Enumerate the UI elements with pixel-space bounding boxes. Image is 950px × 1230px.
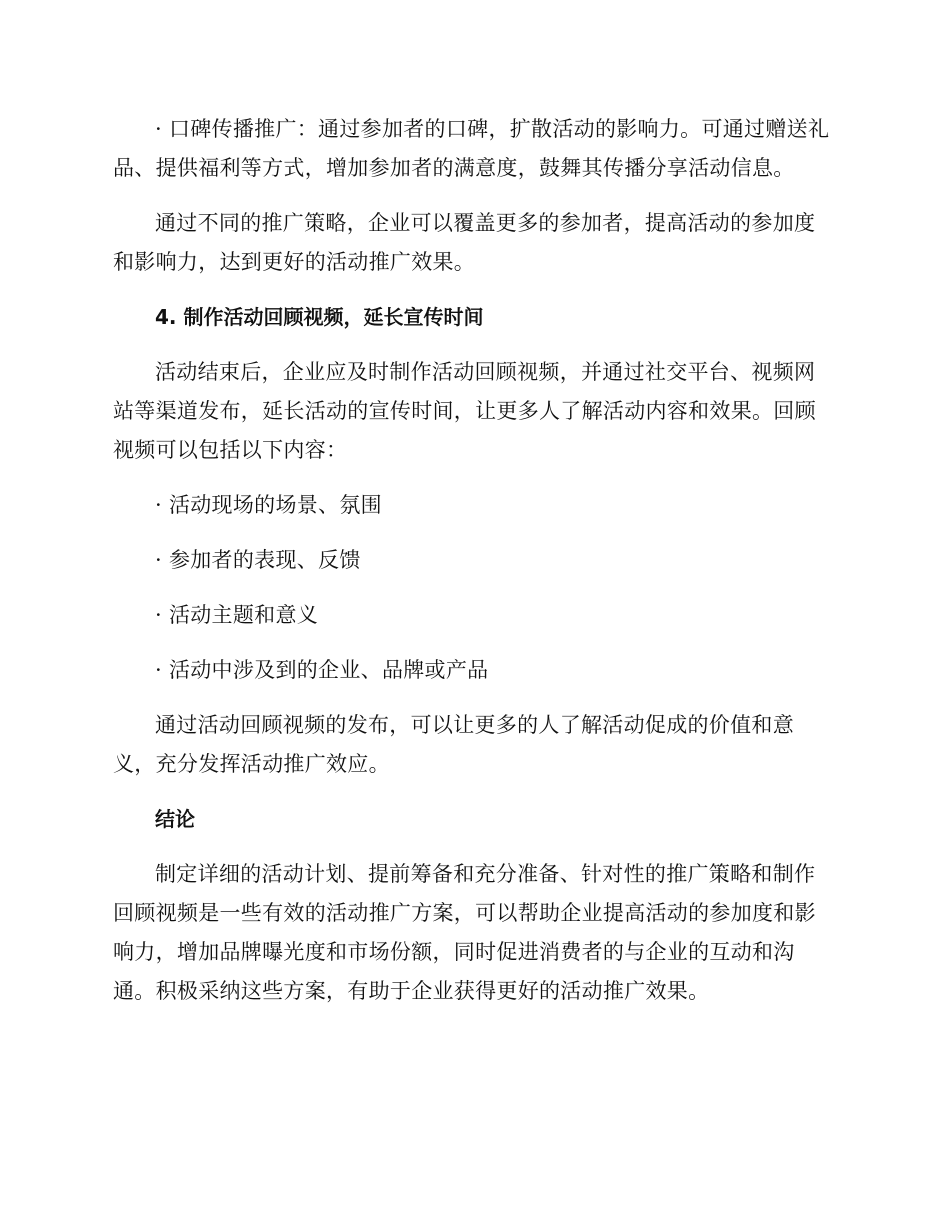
bullet-item: · 参加者的表现、反馈 xyxy=(155,548,361,572)
paragraph-review-video: 活动结束后，企业应及时制作活动回顾视频，并通过社交平台、视频网站等渠道发布，延长活动的宣传时间，让更多人了解活动内容和效果。回顾视频可以包括以下内容： xyxy=(113,360,816,462)
bullet-item: · 活动主题和意义 xyxy=(155,603,319,627)
conclusion-heading: 结论 xyxy=(155,807,195,831)
section-heading-4: 4. 制作活动回顾视频，延长宣传时间 xyxy=(155,305,484,329)
bullet-item: · 活动中涉及到的企业、品牌或产品 xyxy=(155,658,489,682)
paragraph-conclusion: 制定详细的活动计划、提前筹备和充分准备、针对性的推广策略和制作回顾视频是一些有效的活动推广方案，可以帮助企业提高活动的参加度和影响力，增加品牌曝光度和市场份额，同时促进消费者的与企业的互动和沟通。积极采纳这些方案，有助于企业获得更好的活动推广效果。 xyxy=(113,862,816,1003)
bullet-item: · 活动现场的场景、氛围 xyxy=(155,493,382,517)
paragraph-review-summary: 通过活动回顾视频的发布，可以让更多的人了解活动促成的价值和意义，充分发挥活动推广效应。 xyxy=(113,713,794,776)
paragraph-strategy-summary: 通过不同的推广策略，企业可以覆盖更多的参加者，提高活动的参加度和影响力，达到更好的活动推广效果。 xyxy=(113,211,816,274)
document-body xyxy=(113,110,833,1027)
paragraph-word-of-mouth: · 口碑传播推广：通过参加者的口碑，扩散活动的影响力。可通过赠送礼品、提供福利等方式，增加参加者的满意度，鼓舞其传播分享活动信息。 xyxy=(113,117,830,180)
